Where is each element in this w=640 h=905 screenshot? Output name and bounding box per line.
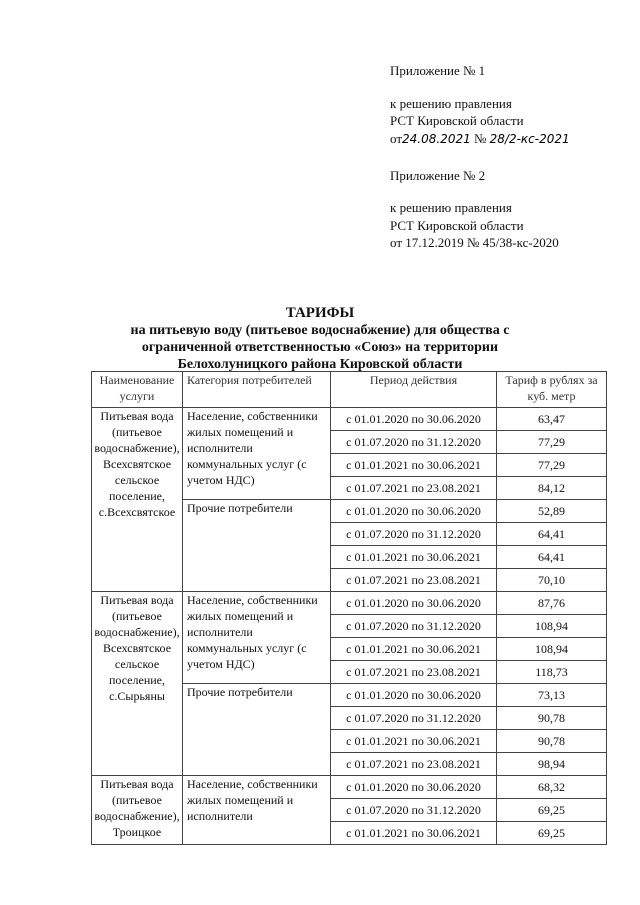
category-cell: Прочие потребители: [183, 500, 331, 592]
annex2-line2: РСТ Кировской области: [390, 218, 524, 233]
annex2-line3: от 17.12.2019 № 45/38-кс-2020: [390, 235, 559, 250]
annex1-date-prefix: от: [390, 131, 403, 146]
doc-subtitle-2: ограниченной ответственностью «Союз» на территории: [141, 340, 499, 355]
annex1-handwritten-number: 28/2-кс-2021: [489, 132, 570, 146]
table-row: [92, 776, 607, 799]
tariff-cell: 84,12: [497, 477, 607, 500]
service-cell: Питьевая вода (питьевое водоснабжение), Всехсвятское сельское поселение, с.Сырьяны: [92, 592, 183, 776]
tariff-cell: 90,78: [497, 730, 607, 753]
header-tariff: Тариф в рублях за куб. метр: [497, 372, 607, 408]
period-cell: с 01.07.2020 по 31.12.2020: [331, 615, 497, 638]
period-cell: с 01.01.2020 по 30.06.2020: [331, 684, 497, 707]
annex1-line2: РСТ Кировской области: [390, 113, 524, 128]
annex1-handwritten-date: 24.08.2021: [402, 132, 471, 146]
tariff-cell: 68,32: [497, 776, 607, 799]
period-cell: с 01.07.2021 по 23.08.2021: [331, 569, 497, 592]
tariff-cell: 90,78: [497, 707, 607, 730]
tariff-cell: 64,41: [497, 546, 607, 569]
period-cell: с 01.07.2020 по 31.12.2020: [331, 707, 497, 730]
table-row: [92, 592, 607, 615]
period-cell: с 01.01.2021 по 30.06.2021: [331, 822, 497, 845]
service-cell: Питьевая вода (питьевое водоснабжение), Троицкое: [92, 776, 183, 845]
tariff-cell: 77,29: [497, 454, 607, 477]
category-cell: Прочие потребители: [183, 684, 331, 776]
period-cell: с 01.07.2020 по 31.12.2020: [331, 431, 497, 454]
tariff-cell: 63,47: [497, 408, 607, 431]
service-cell: Питьевая вода (питьевое водоснабжение), Всехсвятское сельское поселение, с.Всехсвятское: [92, 408, 183, 592]
tariff-table: [91, 371, 607, 845]
tariff-cell: 70,10: [497, 569, 607, 592]
tariff-cell: 108,94: [497, 615, 607, 638]
period-cell: с 01.07.2021 по 23.08.2021: [331, 753, 497, 776]
annex2-line1: к решению правления: [390, 200, 512, 215]
annex1-date-line: [390, 131, 570, 147]
annex1-title: Приложение № 1: [390, 63, 486, 78]
period-cell: с 01.01.2021 по 30.06.2021: [331, 730, 497, 753]
doc-subtitle-1: на питьевую воду (питьевое водоснабжение) для общества с: [130, 323, 510, 338]
period-cell: с 01.01.2021 по 30.06.2021: [331, 454, 497, 477]
period-cell: с 01.01.2021 по 30.06.2021: [331, 546, 497, 569]
tariff-cell: 87,76: [497, 592, 607, 615]
category-cell: Население, собственники жилых помещений и исполнители: [183, 776, 331, 845]
tariff-cell: 73,13: [497, 684, 607, 707]
period-cell: с 01.01.2021 по 30.06.2021: [331, 638, 497, 661]
period-cell: с 01.01.2020 по 30.06.2020: [331, 592, 497, 615]
annex2-title: Приложение № 2: [390, 168, 486, 183]
tariff-cell: 69,25: [497, 799, 607, 822]
category-cell: Население, собственники жилых помещений и исполнители коммунальных услуг (с учетом НДС): [183, 408, 331, 500]
tariff-cell: 108,94: [497, 638, 607, 661]
tariff-cell: 118,73: [497, 661, 607, 684]
annex1-num-prefix: №: [473, 131, 487, 146]
tariff-cell: 69,25: [497, 822, 607, 845]
tariff-cell: 98,94: [497, 753, 607, 776]
doc-title: ТАРИФЫ: [285, 305, 355, 321]
tariff-cell: 64,41: [497, 523, 607, 546]
annex1-line1: к решению правления: [390, 96, 512, 111]
category-cell: Население, собственники жилых помещений и исполнители коммунальных услуг (с учетом НДС): [183, 592, 331, 684]
period-cell: с 01.01.2020 по 30.06.2020: [331, 408, 497, 431]
period-cell: с 01.07.2021 по 23.08.2021: [331, 661, 497, 684]
period-cell: с 01.01.2020 по 30.06.2020: [331, 500, 497, 523]
period-cell: с 01.07.2020 по 31.12.2020: [331, 523, 497, 546]
period-cell: с 01.01.2020 по 30.06.2020: [331, 776, 497, 799]
tariff-cell: 77,29: [497, 431, 607, 454]
period-cell: с 01.07.2021 по 23.08.2021: [331, 477, 497, 500]
header-service: Наименование услуги: [92, 372, 183, 408]
table-header-row: [92, 372, 607, 408]
doc-subtitle-3: Белохолуницкого района Кировской области: [177, 357, 463, 372]
table-row: [92, 408, 607, 431]
period-cell: с 01.07.2020 по 31.12.2020: [331, 799, 497, 822]
header-period: Период действия: [331, 372, 497, 408]
tariff-cell: 52,89: [497, 500, 607, 523]
header-category: Категория потребителей: [183, 372, 331, 408]
